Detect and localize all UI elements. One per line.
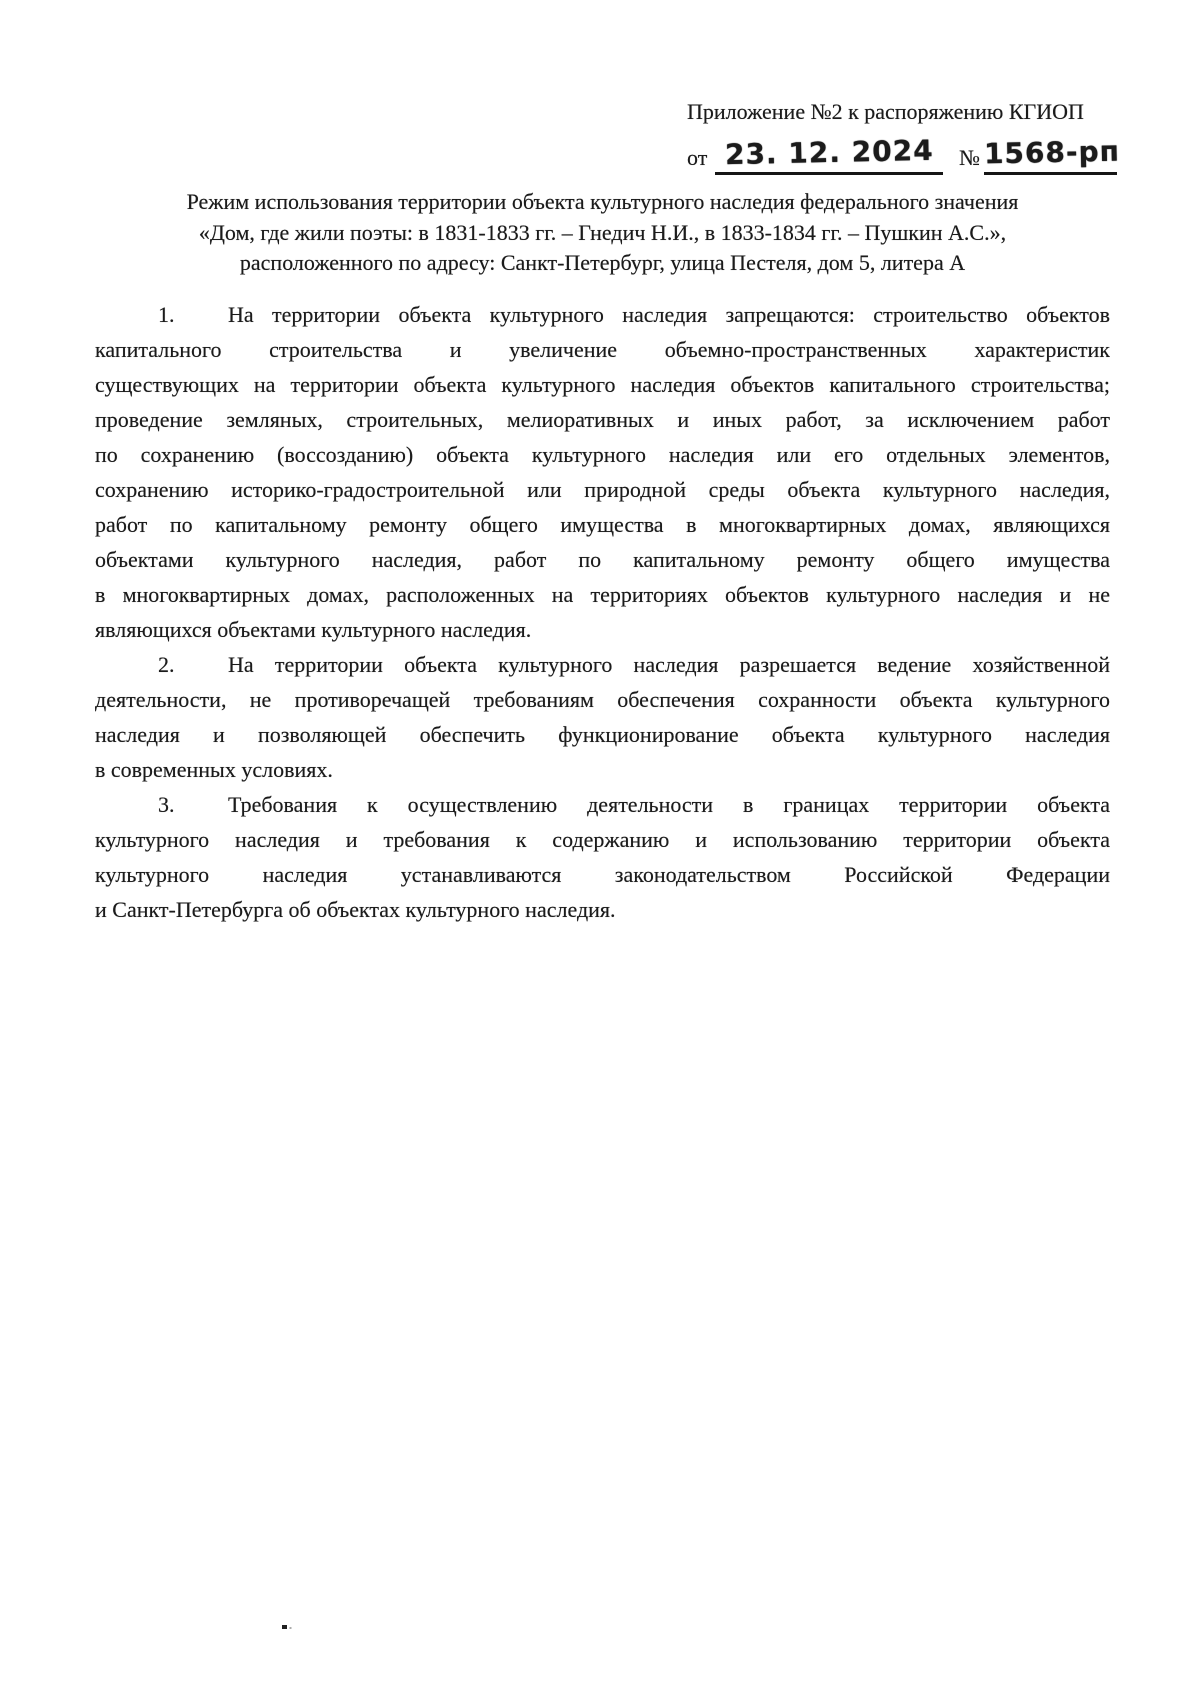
date-blank-field — [715, 134, 943, 175]
paragraph-line: и Санкт-Петербурга об объектах культурного наследия. — [95, 897, 616, 922]
paragraph-line: по сохранению (воссозданию) объекта культурного наследия или его отдельных элементов, — [95, 442, 1110, 467]
paragraph-text: На территории объекта культурного наследия запрещаются: строительство объектов — [228, 302, 1110, 327]
number-sign: № — [959, 145, 980, 170]
appendix-header — [687, 98, 1132, 180]
paragraph-line: капитального строительства и увеличение объемно-пространственных характеристик — [95, 337, 1110, 362]
paragraph-line — [95, 787, 1110, 822]
paragraph-line — [95, 297, 1110, 332]
handwritten-number: 1568-рп — [983, 134, 1121, 171]
paragraph-line: проведение земляных, строительных, мелиоративных и иных работ, за исключением работ — [95, 407, 1110, 432]
paragraph-line — [95, 647, 1110, 682]
appendix-header-line1: Приложение №2 к распоряжению КГИОП — [687, 99, 1084, 124]
paragraph-number: 1. — [158, 302, 175, 327]
from-label: от — [687, 145, 708, 170]
paragraph-line: объектами культурного наследия, работ по капитальному ремонту общего имущества — [95, 547, 1110, 572]
scan-artifact-dot — [282, 1625, 287, 1629]
paragraph-line: деятельности, не противоречащей требованиям обеспечения сохранности объекта культурного — [95, 687, 1110, 712]
handwritten-date: 23. 12. 2024 — [724, 133, 934, 172]
paragraph-line: в многоквартирных домах, расположенных на территориях объектов культурного наследия и не — [95, 582, 1110, 607]
title-line: Режим использования территории объекта культурного наследия федерального значения — [186, 189, 1019, 214]
paragraph-line: сохранению историко-градостроительной или природной среды объекта культурного наследия, — [95, 477, 1110, 502]
paragraph-text: На территории объекта культурного наследия разрешается ведение хозяйственной — [228, 652, 1110, 677]
appendix-header-line2 — [687, 132, 1132, 180]
paragraph-text: Требования к осуществлению деятельности в границах территории объекта — [228, 792, 1110, 817]
title-line: расположенного по адресу: Санкт-Петербург, улица Пестеля, дом 5, литера А — [239, 250, 966, 275]
document-body — [95, 297, 1110, 927]
title-line: «Дом, где жили поэты: в 1831-1833 гг. – Гнедич Н.И., в 1833-1834 гг. – Пушкин А.С.», — [198, 219, 1007, 245]
paragraph-line: являющихся объектами культурного наследия. — [95, 617, 532, 642]
paragraph-line: культурного наследия устанавливаются законодательством Российской Федерации — [95, 862, 1110, 887]
paragraph-number: 3. — [158, 792, 175, 817]
paragraph-line: в современных условиях. — [95, 757, 333, 782]
paragraph-number: 2. — [158, 652, 175, 677]
paragraph-line: существующих на территории объекта культурного наследия объектов капитального строительства; — [95, 372, 1110, 397]
paragraph-line: работ по капитальному ремонту общего имущества в многоквартирных домах, являющихся — [95, 512, 1110, 537]
document-title — [95, 187, 1110, 279]
number-blank-field — [983, 134, 1121, 175]
paragraph-line: наследия и позволяющей обеспечить функционирование объекта культурного наследия — [95, 722, 1110, 747]
paragraph-line: культурного наследия и требования к содержанию и использованию территории объекта — [95, 827, 1110, 852]
